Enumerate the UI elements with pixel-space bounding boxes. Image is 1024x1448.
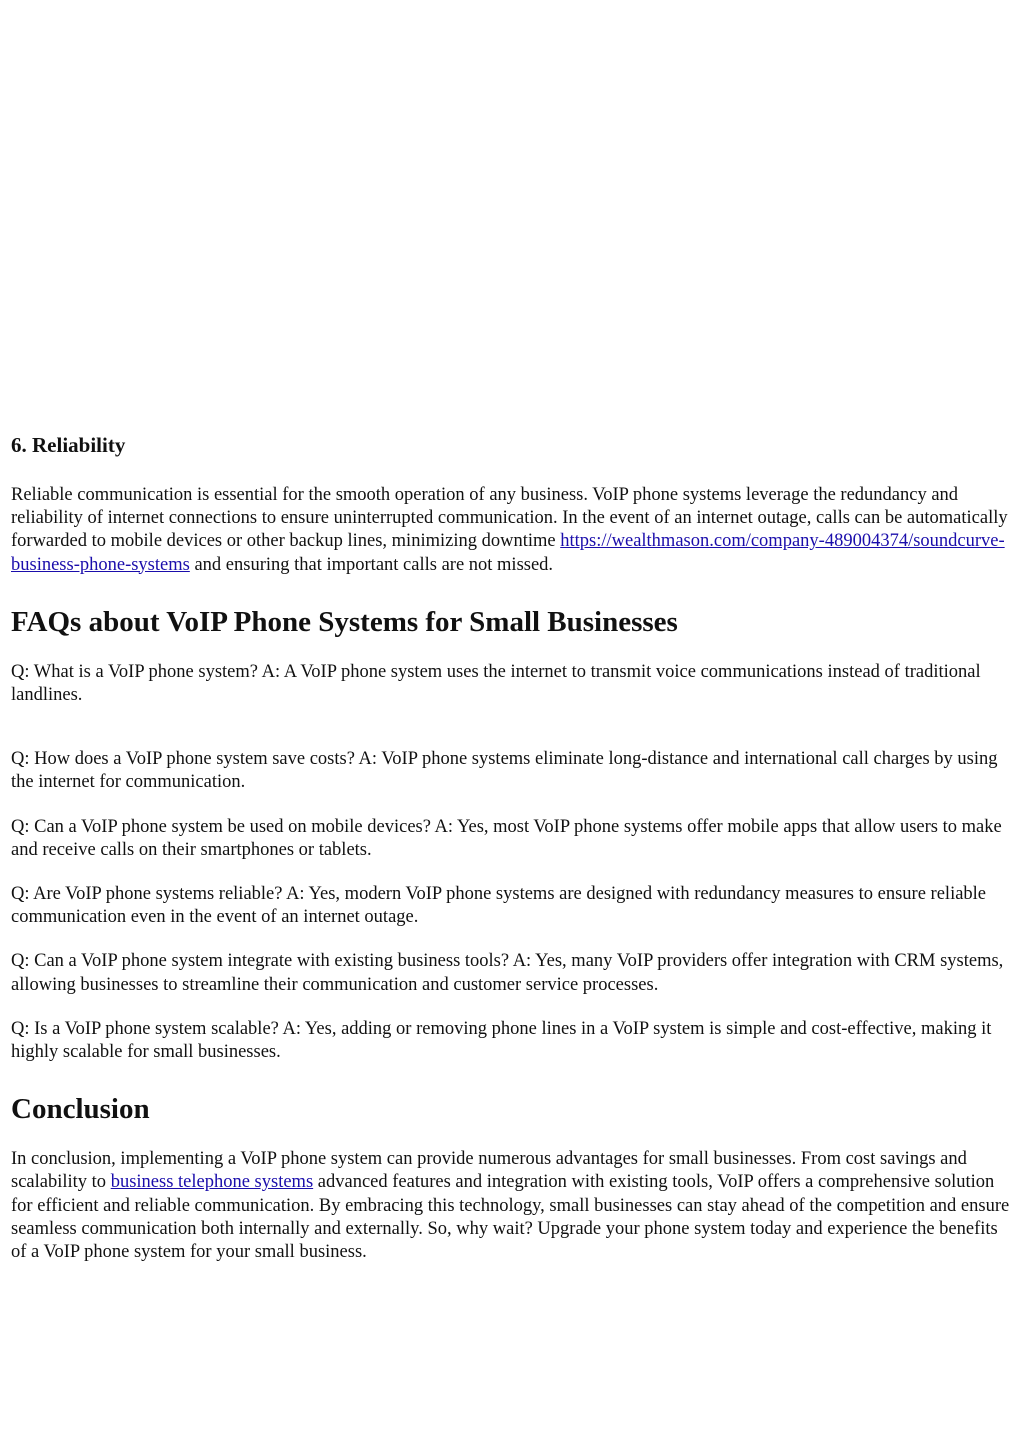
reliability-paragraph	[11, 484, 1015, 577]
reliability-text-before-link: Reliable communication is essential for the smooth operation of any business. VoIP phone systems leverage the redundancy and reliability of internet connections to ensure uninterrupted communication. In the event of an internet outage, calls can be automatically forwarded to mobile devices or other backup lines, minimizing downtime	[11, 485, 1008, 552]
conclusion-paragraph	[11, 1148, 1015, 1264]
conclusion-heading: Conclusion	[11, 1093, 150, 1126]
faqs-heading: FAQs about VoIP Phone Systems for Small Businesses	[11, 605, 678, 638]
business-telephone-systems-link[interactable]: business telephone systems	[110, 1172, 314, 1193]
reliability-text-after-link: and ensuring that important calls are not missed.	[189, 554, 554, 575]
wealthmason-link[interactable]: https://wealthmason.com/company-489004374/soundcurve-business-phone-systems	[11, 531, 1005, 575]
document-page	[11, 431, 1015, 1285]
faq-item: Q: Are VoIP phone systems reliable? A: Yes, modern VoIP phone systems are designed with redundancy measures to ensure reliable communication even in the event of an internet outage.	[11, 884, 987, 928]
faq-item: Q: How does a VoIP phone system save costs? A: VoIP phone systems eliminate long-distance and international call charges by using the internet for communication.	[11, 749, 998, 793]
faq-item: Q: Can a VoIP phone system integrate with existing business tools? A: Yes, many VoIP providers offer integration with CRM systems, allowing businesses to streamline their communication and customer service processes.	[11, 951, 1004, 995]
faq-item: Q: Can a VoIP phone system be used on mobile devices? A: Yes, most VoIP phone systems offer mobile apps that allow users to make and receive calls on their smartphones or tablets.	[11, 816, 1002, 860]
faq-item: Q: Is a VoIP phone system scalable? A: Yes, adding or removing phone lines in a VoIP system is simple and cost-effective, making it highly scalable for small businesses.	[11, 1018, 992, 1063]
conclusion-text-after-link: advanced features and integration with existing tools, VoIP offers a comprehensive solution for efficient and reliable communication. By embracing this technology, small businesses can stay ahead of the competition and ensure seamless communication both internally and externally. So, why wait? Upgrade your phone system today and experience the benefits of a VoIP phone system for your small business.	[11, 1172, 1010, 1263]
reliability-heading: 6. Reliability	[11, 433, 126, 457]
conclusion-text-before-link: In conclusion, implementing a VoIP phone system can provide numerous advantages for small businesses. From cost savings and scalability to	[11, 1149, 967, 1193]
faq-item: Q: What is a VoIP phone system? A: A VoIP phone system uses the internet to transmit voice communications instead of traditional landlines.	[11, 661, 981, 706]
